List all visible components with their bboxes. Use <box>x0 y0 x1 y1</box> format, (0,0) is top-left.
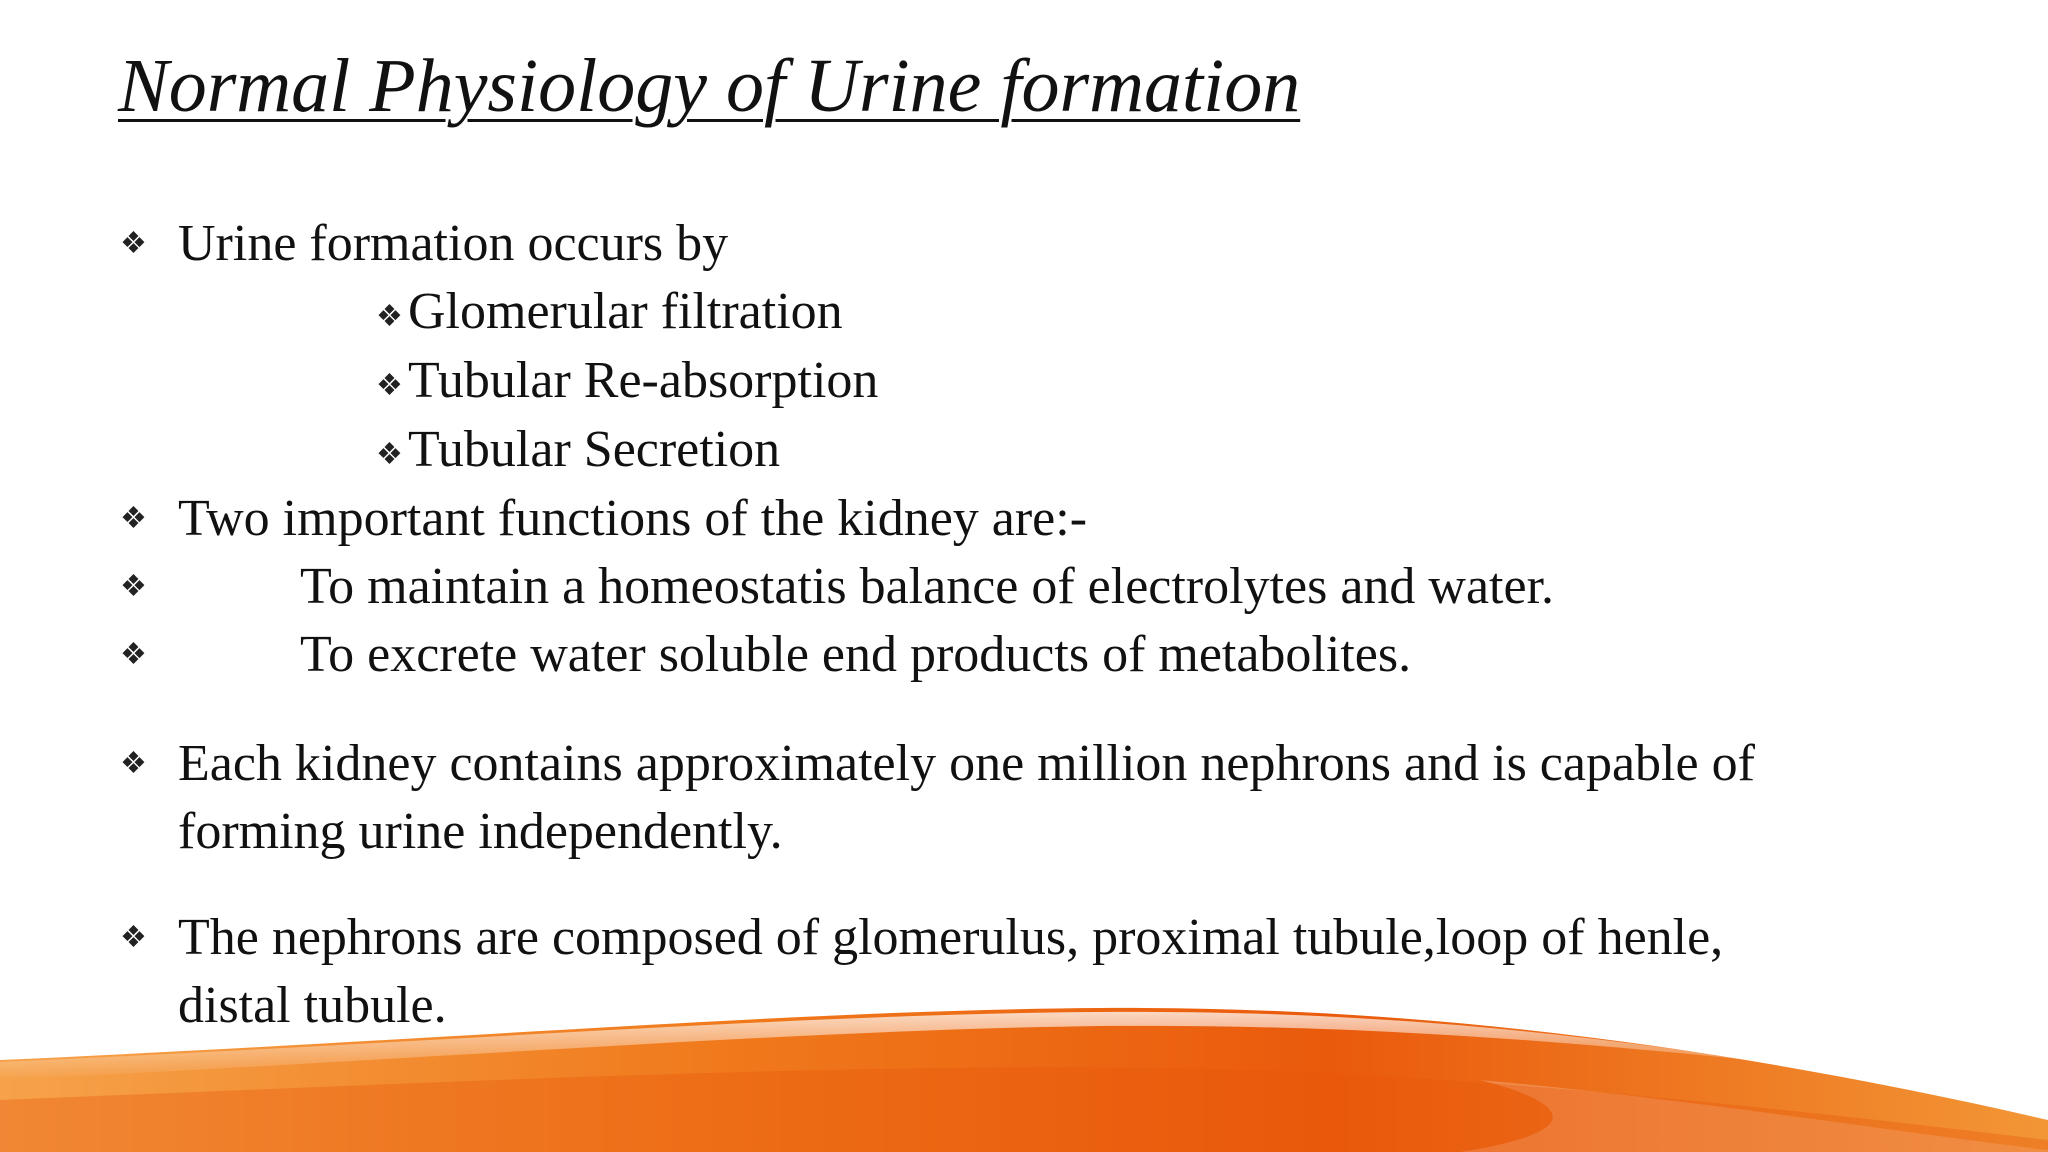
diamond-bullet-icon: ❖ <box>120 921 147 954</box>
sub-bullet-item <box>376 416 780 489</box>
sub-item-text: Glomerular filtration <box>408 283 843 340</box>
diamond-bullet-icon: ❖ <box>120 570 147 603</box>
diamond-bullet-icon: ❖ <box>376 369 403 402</box>
point-text: Two important functions of the kidney are:- <box>178 490 1088 547</box>
slide-title: Normal Physiology of Urine formation <box>118 44 1301 128</box>
point-text-line-1: Each kidney contains approximately one million nephrons and is capable of <box>178 735 1755 792</box>
diamond-bullet-icon: ❖ <box>120 747 147 780</box>
point-text: Urine formation occurs by <box>178 215 729 272</box>
diamond-bullet-icon: ❖ <box>120 227 147 260</box>
diamond-bullet-icon: ❖ <box>376 300 403 333</box>
decorative-wave <box>0 1000 2048 1152</box>
sub-bullet-item <box>376 278 843 351</box>
sub-bullet-item <box>376 347 878 420</box>
point-text-line-2: distal tubule. <box>178 977 447 1034</box>
sub-item-text: Tubular Re-absorption <box>408 352 879 409</box>
point-text-line-2: forming urine independently. <box>178 803 783 860</box>
point-text: To excrete water soluble end products of metabolites. <box>300 626 1412 683</box>
sub-item-text: Tubular Secretion <box>408 421 781 478</box>
diamond-bullet-icon: ❖ <box>120 502 147 535</box>
point-text: To maintain a homeostatis balance of electrolytes and water. <box>300 558 1555 615</box>
diamond-bullet-icon: ❖ <box>120 638 147 671</box>
diamond-bullet-icon: ❖ <box>376 438 403 471</box>
point-text-line-1: The nephrons are composed of glomerulus, proximal tubule,loop of henle, <box>178 909 1724 966</box>
